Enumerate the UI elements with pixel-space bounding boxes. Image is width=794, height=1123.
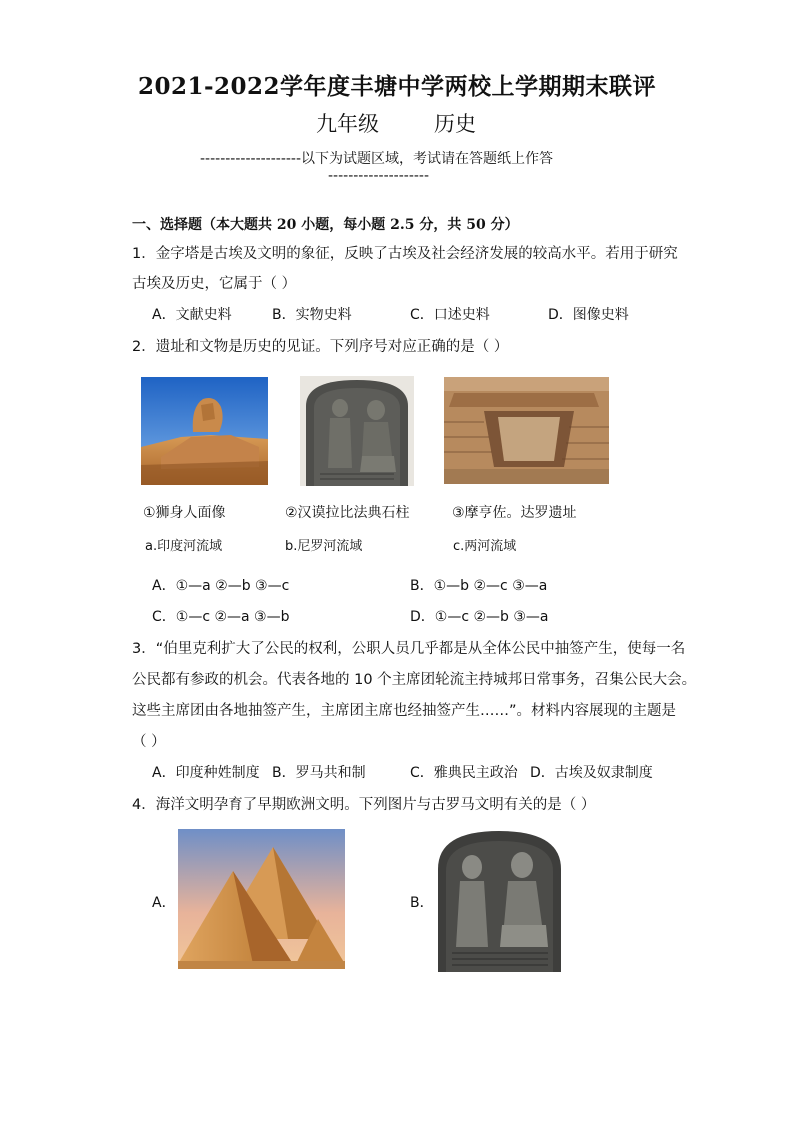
- grade-label: 九年级: [316, 112, 379, 136]
- q4-option-b[interactable]: B．: [410, 895, 434, 911]
- q1-option-d[interactable]: D．图像史料: [548, 307, 629, 323]
- caption-sphinx: ①狮身人面像: [143, 505, 226, 521]
- q2-option-b[interactable]: B．①—b ②—c ③—a: [410, 578, 548, 594]
- q3-stem-line2: 公民都有参政的机会。代表各地的 10 个主席团轮流主持城邦日常事务，召集公民大会。: [132, 672, 697, 688]
- q3-stem-line4: （ ）: [132, 734, 166, 750]
- region-c: c.两河流域: [453, 539, 517, 554]
- notice-line: --------------------以下为试题区域，考试请在答题纸上作答: [200, 151, 554, 167]
- q2-option-c[interactable]: C．①—c ②—a ③—b: [152, 609, 290, 625]
- region-b: b.尼罗河流域: [285, 539, 363, 554]
- q1-stem-line2: 古埃及历史，它属于（ ）: [132, 276, 297, 292]
- hammurabi-stele-image: [300, 376, 414, 486]
- q1-option-c[interactable]: C．口述史料: [410, 307, 490, 323]
- q2-option-a[interactable]: A．①—a ②—b ③—c: [152, 578, 290, 594]
- q3-option-a[interactable]: A．印度种姓制度: [152, 765, 260, 781]
- q3-option-c[interactable]: C．雅典民主政治: [410, 765, 518, 781]
- q3-option-b[interactable]: B．罗马共和制: [272, 765, 366, 781]
- q1-option-b[interactable]: B．实物史料: [272, 307, 352, 323]
- sphinx-image: [141, 377, 268, 485]
- q3-stem-line1: 3．“伯里克利扩大了公民的权利，公职人员几乎都是从全体公民中抽签产生，使每一名: [132, 641, 686, 657]
- caption-hammurabi: ②汉谟拉比法典石柱: [285, 505, 410, 521]
- stele-relief-image[interactable]: [436, 829, 563, 972]
- exam-title: 2021-2022学年度丰塘中学两校上学期期末联评: [137, 73, 657, 100]
- q1-stem-line1: 1．金字塔是古埃及文明的象征，反映了古埃及社会经济发展的较高水平。若用于研究: [132, 246, 678, 262]
- caption-mohenjo-daro: ③摩亨佐。达罗遗址: [452, 505, 577, 521]
- notice-line-continued: --------------------: [328, 168, 430, 184]
- q2-stem: 2．遗址和文物是历史的见证。下列序号对应正确的是（ ）: [132, 339, 509, 355]
- region-a: a.印度河流域: [145, 539, 223, 554]
- q4-stem: 4．海洋文明孕育了早期欧洲文明。下列图片与古罗马文明有关的是（ ）: [132, 797, 596, 813]
- q4-option-a[interactable]: A．: [152, 895, 176, 911]
- section-heading: 一、选择题（本大题共 20 小题，每小题 2.5 分，共 50 分）: [132, 217, 519, 233]
- q1-option-a[interactable]: A．文献史料: [152, 307, 232, 323]
- q3-option-d[interactable]: D．古埃及奴隶制度: [530, 765, 653, 781]
- subject-label: 历史: [434, 112, 476, 136]
- q3-stem-line3: 这些主席团由各地抽签产生，主席团主席也经抽签产生……”。材料内容展现的主题是: [132, 703, 677, 719]
- pyramids-image[interactable]: [178, 829, 345, 969]
- q2-option-d[interactable]: D．①—c ②—b ③—a: [410, 609, 549, 625]
- mohenjo-daro-image: [444, 377, 609, 484]
